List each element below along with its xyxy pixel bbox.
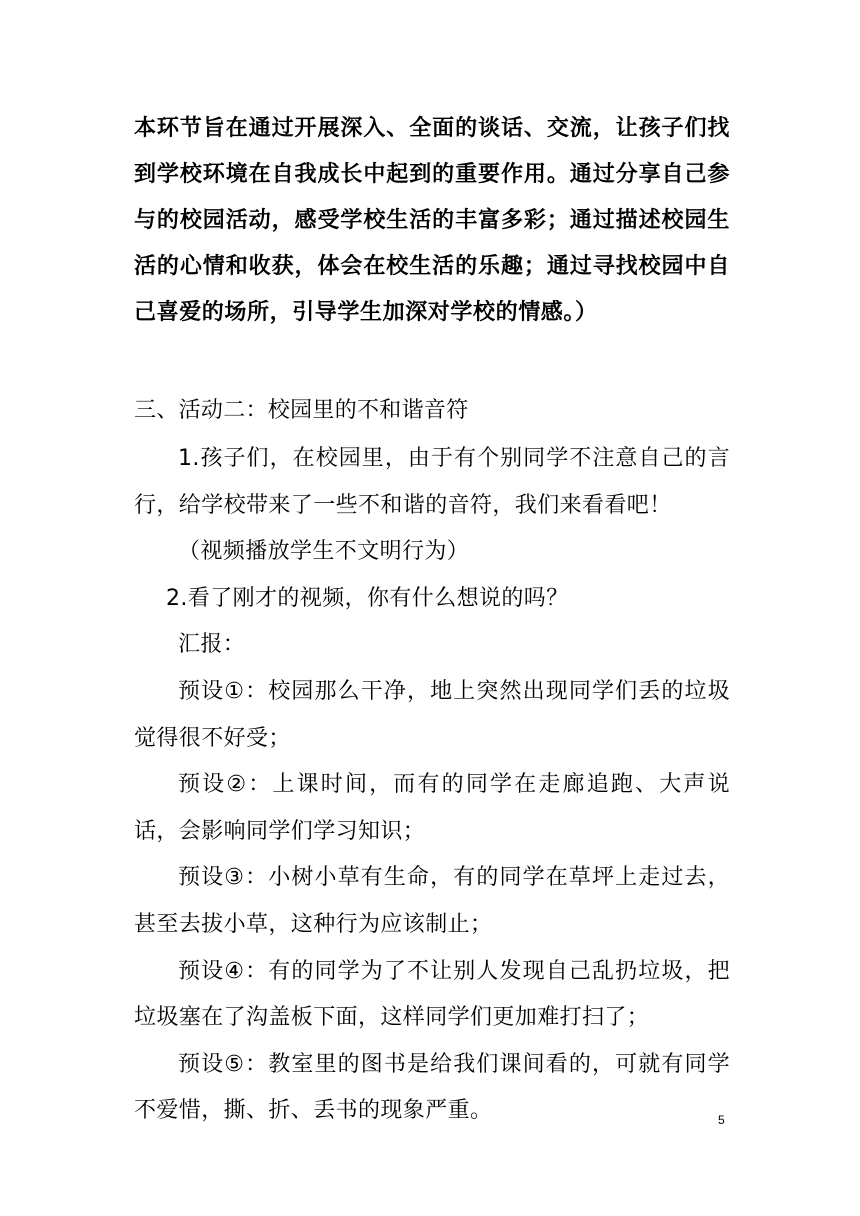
body-text (134, 436, 730, 1135)
paragraph-8: 预设④：有的同学为了不让别人发现自己乱扔垃圾，把垃圾塞在了沟盖板下面，这样同学们更加难打扫了； (134, 958, 730, 1031)
page-number: 5 (718, 1113, 725, 1127)
paragraph-5: 预设①：校园那么干净，地上突然出现同学们丢的垃圾觉得很不好受； (134, 678, 730, 751)
paragraph-2: （视频播放学生不文明行为） (178, 539, 470, 565)
paragraph-7: 预设③：小树小草有生命，有的同学在草坪上走过去，甚至去拔小草，这种行为应该制止； (134, 865, 730, 937)
paragraph-6: 预设②：上课时间，而有的同学在走廊追跑、大声说话，会影响同学们学习知识； (134, 772, 730, 844)
paragraph-3: 2.看了刚才的视频，你有什么想说的吗？ (166, 585, 569, 611)
paragraph-4: 汇报： (178, 632, 246, 658)
paragraph-1: 1.孩子们，在校园里，由于有个别同学不注意自己的言行，给学校带来了一些不和谐的音符，我们来看看吧！ (134, 446, 730, 518)
paragraph-9: 预设⑤：教室里的图书是给我们课间看的，可就有同学不爱惜，撕、折、丢书的现象严重。 (134, 1051, 730, 1124)
intro-bold-paragraph: 本环节旨在通过开展深入、全面的谈话、交流，让孩子们找到学校环境在自我成长中起到的重要作用。通过分享自己参与的校园活动，感受学校生活的丰富多彩；通过描述校园生活的心情和收获，体会在校生活的乐趣；通过寻找校园中自己喜爱的场所，引导学生加深对学校的情感。） (134, 116, 730, 325)
section-heading: 三、活动二：校园里的不和谐音符 (134, 398, 469, 423)
